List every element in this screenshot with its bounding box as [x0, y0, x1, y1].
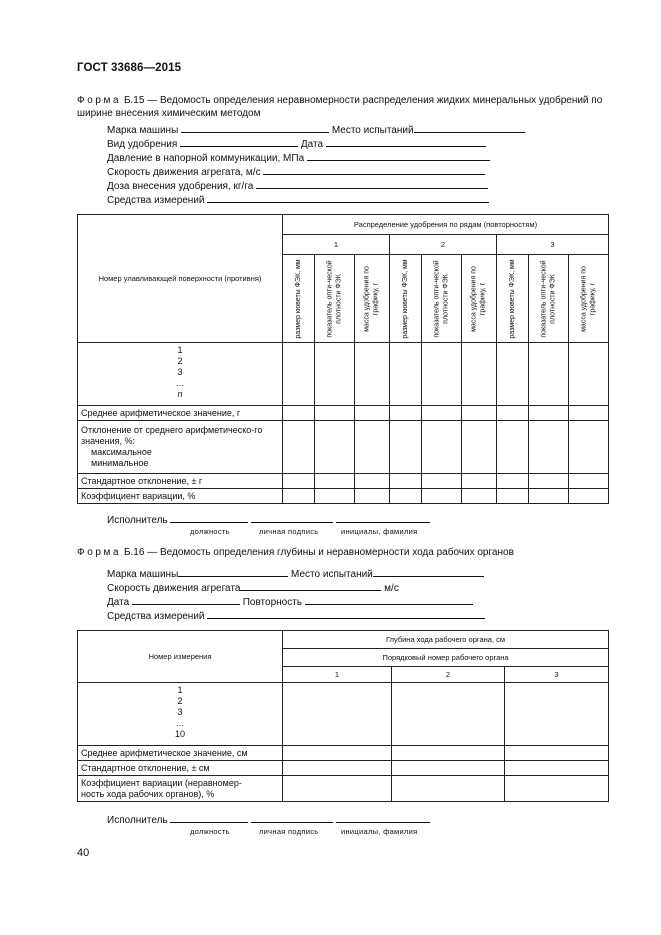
place-label: Место испытаний — [331, 125, 414, 136]
form-16-machine-row — [107, 567, 484, 581]
stat-cv-label: Коэффициент вариации, % — [78, 489, 283, 504]
dose-input-line[interactable] — [256, 179, 488, 189]
table-row — [78, 683, 609, 746]
form-16-word: Форма — [77, 547, 122, 558]
col-3-header: 3 — [505, 667, 609, 683]
repeat-label: Повторность — [242, 597, 303, 608]
name-line[interactable] — [336, 813, 430, 823]
machine-label: Марка машины — [107, 125, 179, 136]
sub-header: Порядковый номер рабочего органа — [283, 649, 609, 667]
place-input-line[interactable] — [373, 567, 484, 577]
table-row — [78, 761, 609, 776]
place-label: Место испытаний — [291, 569, 373, 580]
stat-std-label: Стандартное отклонение, ± см — [78, 761, 283, 776]
form-15-title-text: Б.15 — Ведомость определения неравномерности распределения жидких минеральных удобрений по ширине внесения химическим методом — [77, 95, 603, 119]
signature-caption: личная подпись — [259, 827, 319, 836]
date-input-line[interactable] — [326, 137, 486, 147]
subcol-cuvette: размер кюветы ФЭК, мм — [294, 258, 302, 339]
table-row — [78, 421, 609, 474]
form-15-table — [77, 214, 609, 504]
executor-row-2 — [107, 813, 430, 826]
name-caption: инициалы, фамилия — [341, 827, 418, 836]
table-row — [78, 406, 609, 421]
speed-input-line[interactable] — [240, 581, 381, 591]
subcol-mass: масса удобрения по графику, г — [363, 265, 379, 332]
position-caption: должность — [190, 527, 230, 536]
table-row — [78, 746, 609, 761]
stat-cv-line-2: ность хода рабочих органов), % — [81, 788, 215, 799]
subcol-mass: масса удобрения по графику, г — [470, 265, 486, 332]
position-line[interactable] — [170, 513, 248, 523]
col-1-header: 1 — [283, 667, 392, 683]
name-caption: инициалы, фамилия — [341, 527, 418, 536]
place-input-line[interactable] — [414, 123, 525, 133]
stat-cv-line-1: Коэффициент вариации (неравномер- — [81, 777, 242, 788]
instruments-label: Средства измерений — [107, 611, 205, 622]
form-15-word: Форма — [77, 95, 122, 106]
table-row — [78, 343, 609, 406]
group-3-header: 3 — [497, 235, 609, 255]
instruments-label: Средства измерений — [107, 195, 205, 206]
form-15-dose-row — [107, 179, 488, 193]
subcol-cuvette: размер кюветы ФЭК, мм — [401, 258, 409, 339]
form-16-title — [77, 546, 622, 559]
stat-mean-label: Среднее арифметическое значение, г — [78, 406, 283, 421]
row-header: Номер улавливающей поверхности (противня) — [98, 273, 262, 283]
executor-label: Исполнитель — [107, 815, 168, 826]
form-16-title-text: Б.16 — Ведомость определения глубины и неравномерности хода рабочих органов — [121, 547, 514, 558]
stat-deviation-min: минимальное — [91, 458, 149, 468]
group-2-header: 2 — [390, 235, 497, 255]
pressure-input-line[interactable] — [307, 151, 490, 161]
fertilizer-label: Вид удобрения — [107, 139, 178, 150]
speed-label: Скорость движения агрегата — [107, 583, 241, 594]
speed-unit: м/с — [384, 583, 399, 594]
machine-input-line[interactable] — [178, 567, 288, 577]
form-16-instruments-row — [107, 609, 485, 623]
group-1-header: 1 — [283, 235, 390, 255]
table-row — [78, 474, 609, 489]
stat-mean-label: Среднее арифметическое значение, см — [78, 746, 283, 761]
date-input-line[interactable] — [132, 595, 240, 605]
date-label: Дата — [300, 139, 324, 150]
position-line[interactable] — [170, 813, 248, 823]
instruments-input-line[interactable] — [207, 193, 489, 203]
fertilizer-input-line[interactable] — [180, 137, 298, 147]
form-15-title — [77, 94, 622, 120]
page-number: 40 — [77, 847, 90, 859]
form-15-speed-row — [107, 165, 485, 179]
executor-row-1 — [107, 513, 430, 526]
form-16-table — [77, 630, 609, 802]
col-2-header: 2 — [392, 667, 505, 683]
surface-numbers: 1 2 3 … n — [78, 343, 283, 406]
repeat-input-line[interactable] — [305, 595, 473, 605]
row-header-cell — [78, 215, 283, 343]
subcol-density: показатель опти-ческой плотности ФЭК — [326, 259, 342, 338]
position-caption: должность — [190, 827, 230, 836]
machine-label: Марка машины — [107, 569, 179, 580]
subcol-mass: масса удобрения по графику, г — [580, 265, 596, 332]
measurement-numbers: 1 2 3 … 10 — [78, 683, 283, 746]
name-line[interactable] — [336, 513, 430, 523]
document-code: ГОСТ 33686—2015 — [77, 62, 182, 74]
subcol-cuvette: размер кюветы ФЭК, мм — [508, 258, 516, 339]
form-15-pressure-row — [107, 151, 490, 165]
date-label: Дата — [107, 597, 130, 608]
subcol-density: показатель опти-ческой плотности ФЭК — [540, 259, 556, 338]
form-16-date-row — [107, 595, 473, 609]
signature-line[interactable] — [251, 513, 333, 523]
form-15-instruments-row — [107, 193, 489, 207]
executor-label: Исполнитель — [107, 515, 168, 526]
form-16-speed-row — [107, 581, 399, 595]
form-15-machine-row — [107, 123, 525, 137]
table-row — [78, 776, 609, 802]
row-header: Номер измерения — [78, 631, 283, 683]
instruments-input-line[interactable] — [207, 609, 485, 619]
dose-label: Доза внесения удобрения, кг/га — [107, 181, 254, 192]
speed-label: Скорость движения агрегата, м/с — [107, 167, 261, 178]
table-row — [78, 489, 609, 504]
group-header: Распределение удобрения по рядам (повторностям) — [283, 215, 609, 235]
signature-caption: личная подпись — [259, 527, 319, 536]
stat-std-label: Стандартное отклонение, ± г — [78, 474, 283, 489]
machine-input-line[interactable] — [181, 123, 329, 133]
signature-line[interactable] — [251, 813, 333, 823]
stat-deviation-max: максимальное — [91, 447, 152, 457]
stat-deviation-cell — [78, 421, 283, 474]
stat-deviation-title: Отклонение от среднего арифметическо-го значения, %: — [81, 425, 263, 446]
form-15-fertilizer-row — [107, 137, 486, 151]
group-header: Глубина хода рабочего органа, см — [283, 631, 609, 649]
subcol-density: показатель опти-ческой плотности ФЭК — [433, 259, 449, 338]
stat-cv-cell — [78, 776, 283, 802]
pressure-label: Давление в напорной коммуникации, МПа — [107, 153, 305, 164]
speed-input-line[interactable] — [263, 165, 485, 175]
